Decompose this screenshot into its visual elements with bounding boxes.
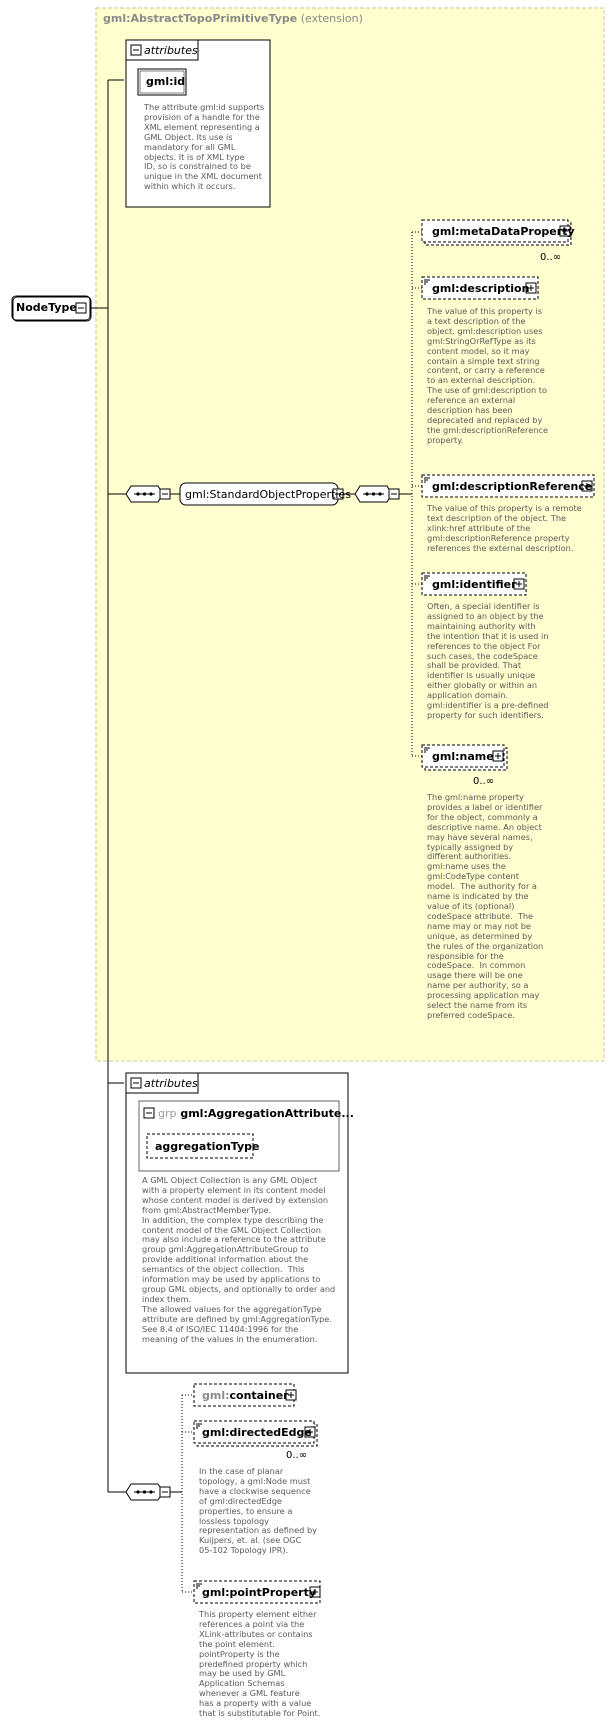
name-occurs: 0..∞ bbox=[473, 776, 495, 787]
identifier-label: gml:identifier bbox=[432, 578, 517, 591]
description-label: gml:description bbox=[432, 282, 530, 295]
attribute-group-prefix: grp bbox=[158, 1107, 177, 1120]
pointproperty-doc: This property element either references a point via the XLink-attributes or contains the point element. pointProperty is the predefined property which may be used by GML Application Schemas whenever a GML feature has a property with a value that is substitutable for Point. bbox=[199, 1609, 321, 1719]
sequence-compositor-icon[interactable] bbox=[126, 486, 163, 502]
directededge-label: gml:directedEdge bbox=[202, 1426, 312, 1439]
description-doc: The value of this property is a text description of the object. gml:description uses gml:StringOrRefType as its content model, so it may contain a simple text string content, or carry a reference to an external description. The use of gml:description to reference an external description has been deprecated and replaced by the gml:descriptionReference property. bbox=[427, 306, 548, 445]
gml-id-attribute-label: gml:id bbox=[146, 75, 186, 88]
attribute-group-label bbox=[158, 1107, 354, 1120]
extension-type-name: gml:AbstractTopoPrimitiveType bbox=[103, 12, 298, 25]
identifier-doc: Often, a special identifier is assigned to an object by the maintaining authority with the intention that it is used in references to the object For such cases, the codeSpace shall be provided. That identifier is usually unique either globally or within an application domain. gml:identifier is a pre-defined property for such identifiers. bbox=[427, 601, 549, 720]
own-attributes-doc: A GML Object Collection is any GML Object with a property element in its content model whose content model is derived by extension from gml:AbstractMemberType. In addition, the complex type describing the content model of the GML Object Collection may also include a reference to the attribute group gml:AggregationAttributeGroup to provide additional information about the semantics of the object collection. This information may be used by applications to group GML objects, and optionally to order and index them. The allowed values for the aggregationType attribute are defined by gml:AggregationType. See 8.4 of ISO/IEC 11404:1996 for the meaning of the values in the enumeration. bbox=[142, 1175, 336, 1344]
own-attributes-header: attributes bbox=[144, 1077, 198, 1090]
group-sequence-compositor-icon[interactable] bbox=[355, 486, 392, 502]
name-expand-icon[interactable] bbox=[493, 751, 503, 761]
pointproperty-label: gml:pointProperty bbox=[202, 1586, 317, 1599]
name-label: gml:name bbox=[432, 750, 494, 763]
name-doc: The gml:name property provides a label or identifier for the object, commonly a descriptive name. An object may have several names, typically assigned by different authorities. gml:name uses the gml:CodeType content model. The authority for a name is indicated by the value of its (optional) codeSpace attribute. The name may or may not be unique, as determined by the rules of the organization responsible for the codeSpace. In common usage there will be one name per authority, so a processing application may select the name from its preferred codeSpace. bbox=[427, 792, 544, 1020]
attribute-group-collapse-icon[interactable] bbox=[144, 1108, 154, 1118]
metadataproperty-occurs: 0..∞ bbox=[540, 252, 562, 263]
own-sequence-compositor-icon[interactable] bbox=[126, 1484, 163, 1500]
directededge-occurs: 0..∞ bbox=[286, 1450, 308, 1461]
extension-suffix: (extension) bbox=[300, 12, 363, 25]
descriptionreference-label: gml:descriptionReference bbox=[432, 480, 593, 493]
root-element-label: NodeType bbox=[16, 301, 77, 314]
own-sequence-collapse-icon[interactable] bbox=[160, 1487, 170, 1497]
attribute-group-name: gml:AggregationAttribute... bbox=[180, 1107, 354, 1120]
sequence-collapse-icon[interactable] bbox=[160, 489, 170, 499]
directededge-doc: In the case of planar topology, a gml:Node must have a clockwise sequence of gml:directedEdge properties, to ensure a lossless topology representation as defined by Kuijpers, et. al. (see OGC 05-102 Topology IPR). bbox=[199, 1466, 317, 1556]
container-label bbox=[202, 1389, 289, 1402]
gml-id-doc: The attribute gml:id supports provision of a handle for the XML element representing a GML Object. Its use is mandatory for all GML objects. It is of XML type ID, so is constrained to be unique in the XML document within which it occurs. bbox=[144, 102, 265, 192]
container-prefix: gml: bbox=[202, 1389, 230, 1402]
inherited-attributes-header: attributes bbox=[144, 44, 198, 57]
group-sequence-collapse-icon[interactable] bbox=[389, 489, 399, 499]
descriptionreference-doc: The value of this property is a remote text description of the object. The xlink:href attribute of the gml:descriptionReference property references the external description. bbox=[427, 503, 582, 553]
own-attributes-collapse-icon[interactable] bbox=[131, 1078, 141, 1088]
root-collapse-icon[interactable] bbox=[76, 303, 86, 313]
container-name: container bbox=[229, 1389, 289, 1402]
aggregationtype-label: aggregationType bbox=[155, 1140, 260, 1153]
inherited-attributes-collapse-icon[interactable] bbox=[131, 45, 141, 55]
extension-title bbox=[103, 12, 363, 25]
group-label: gml:StandardObjectProperties bbox=[185, 488, 351, 501]
metadataproperty-label: gml:metaDataProperty bbox=[432, 225, 575, 238]
